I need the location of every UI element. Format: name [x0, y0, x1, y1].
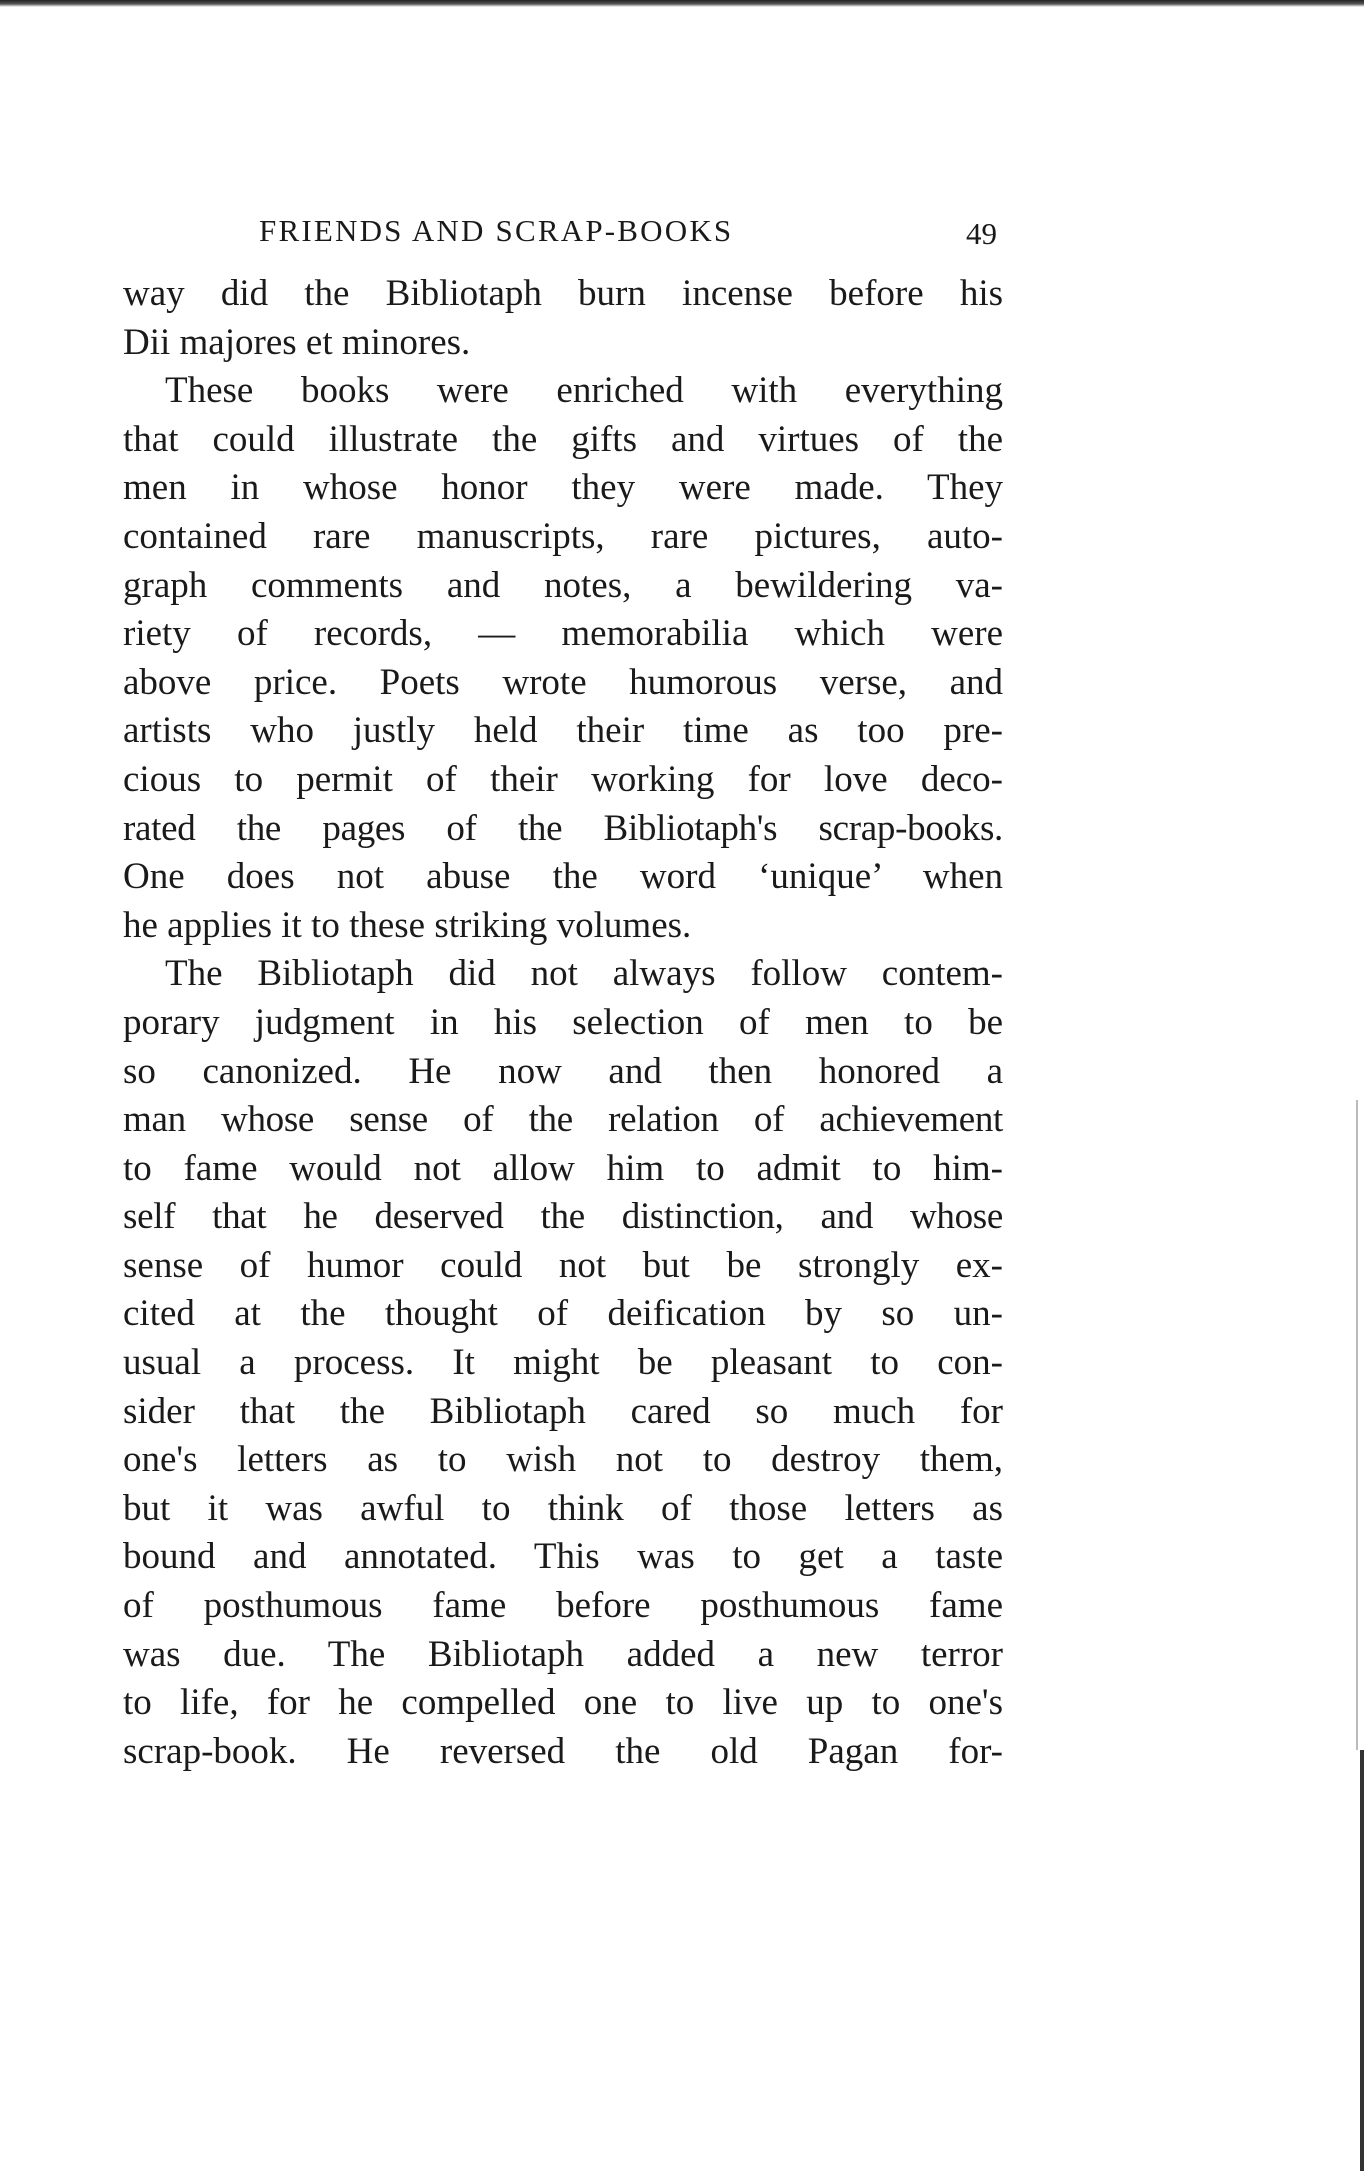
- running-head: [123, 210, 1003, 270]
- text-line: but it was awful to think of those letters as: [123, 1487, 1003, 1529]
- scan-right-shadow: [1356, 1100, 1358, 1750]
- text-line: cited at the thought of deification by so un-: [123, 1293, 1003, 1335]
- text-line: to life, for he compelled one to live up to one's: [123, 1682, 1003, 1724]
- text-line: man whose sense of the relation of achievement: [123, 1099, 1003, 1141]
- text-line: artists who justly held their time as too pre-: [123, 710, 1003, 752]
- text-line: was due. The Bibliotaph added a new terror: [123, 1633, 1003, 1675]
- book-page: [123, 210, 1003, 1776]
- scan-top-edge: [0, 0, 1364, 7]
- text-line: contained rare manuscripts, rare pictures, auto-: [123, 515, 1003, 557]
- text-line: so canonized. He now and then honored a: [123, 1050, 1003, 1092]
- text-line: way did the Bibliotaph burn incense before his: [123, 273, 1003, 314]
- text-line: one's letters as to wish not to destroy them,: [123, 1439, 1003, 1481]
- text-line: of posthumous fame before posthumous fame: [123, 1585, 1003, 1627]
- text-line: Dii majores et minores.: [123, 321, 471, 363]
- text-line: The Bibliotaph did not always follow contem-: [165, 953, 1003, 995]
- text-line: porary judgment in his selection of men to be: [123, 1001, 1003, 1043]
- text-line: to fame would not allow him to admit to him-: [123, 1147, 1003, 1189]
- body-text: [123, 270, 1003, 1776]
- text-line: rated the pages of the Bibliotaph's scrap-books.: [123, 807, 1003, 849]
- text-line: usual a process. It might be pleasant to con-: [123, 1342, 1003, 1384]
- text-line: graph comments and notes, a bewildering va-: [123, 564, 1003, 606]
- scan-right-edge: [1360, 1750, 1364, 2171]
- text-line: sense of humor could not but be strongly ex-: [123, 1244, 1003, 1286]
- text-line: above price. Poets wrote humorous verse, and: [123, 661, 1003, 703]
- text-line: One does not abuse the word ‘unique’ when: [123, 856, 1003, 898]
- page-number: 49: [966, 216, 997, 251]
- running-title: FRIENDS AND SCRAP-BOOKS: [259, 213, 734, 248]
- text-line: cious to permit of their working for love deco-: [123, 758, 1003, 800]
- text-line: bound and annotated. This was to get a taste: [123, 1536, 1003, 1578]
- text-line: scrap-book. He reversed the old Pagan for-: [123, 1730, 1003, 1772]
- text-line: These books were enriched with everything: [165, 370, 1003, 412]
- text-line: that could illustrate the gifts and virtues of the: [123, 418, 1003, 460]
- text-line: self that he deserved the distinction, and whose: [123, 1196, 1003, 1238]
- text-line: men in whose honor they were made. They: [123, 467, 1003, 509]
- text-line: he applies it to these striking volumes.: [123, 904, 692, 946]
- text-line: riety of records, — memorabilia which were: [123, 613, 1003, 655]
- text-line: sider that the Bibliotaph cared so much for: [123, 1390, 1003, 1432]
